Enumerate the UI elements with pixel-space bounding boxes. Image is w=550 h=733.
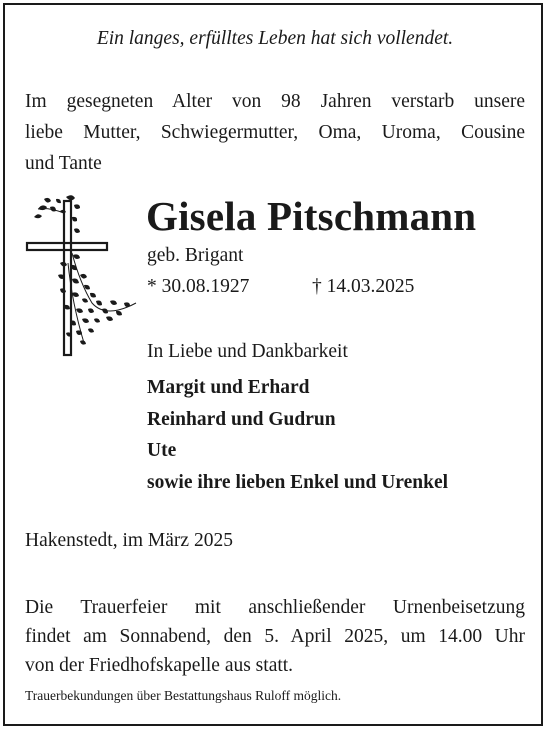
footnote: Trauerbekundungen über Bestattungshaus Ruloff möglich. (25, 688, 342, 703)
mourner-name: Ute (147, 440, 177, 461)
motto: Ein langes, erfülltes Leben hat sich vollendet. (96, 28, 454, 49)
deceased-name: Gisela Pitschmann (146, 193, 477, 239)
mourner-list (147, 372, 448, 498)
mourner-name: Margit und Erhard (147, 377, 310, 398)
ceremony-text (25, 593, 525, 680)
ceremony-line-2: findet am Sonnabend, den 5. April 2025, um 14.00 Uhr (25, 626, 525, 647)
intro-line-2: liebe Mutter, Schwiegermutter, Oma, Uroma, Cousine (25, 122, 525, 143)
birth-name: geb. Brigant (147, 245, 244, 266)
cross-with-ivy-icon (24, 193, 138, 359)
death-date: † 14.03.2025 (312, 276, 415, 297)
mourner-name: sowie ihre lieben Enkel und Urenkel (147, 471, 449, 493)
ceremony-line-1: Die Trauerfeier mit anschließender Urnenbeisetzung (25, 597, 525, 618)
thanks-line: In Liebe und Dankbarkeit (147, 341, 348, 362)
ceremony-line-3: von der Friedhofskapelle aus statt. (25, 655, 294, 676)
birth-date: * 30.08.1927 (147, 276, 250, 297)
intro-text (25, 86, 525, 179)
place-date: Hakenstedt, im März 2025 (25, 530, 233, 551)
intro-line-3: und Tante (25, 153, 102, 174)
intro-line-1: Im gesegneten Alter von 98 Jahren verstarb unsere (25, 91, 525, 112)
mourner-name: Reinhard und Gudrun (147, 408, 336, 430)
